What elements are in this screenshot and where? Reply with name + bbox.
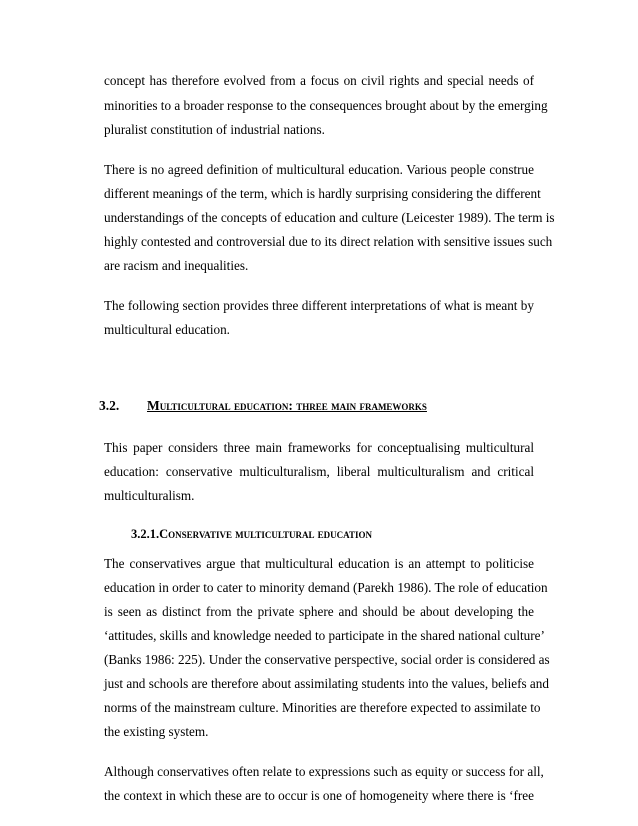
section-title: Multicultural education: three main frameworks xyxy=(147,398,427,413)
paragraph-line: Although conservatives often relate to expressions such as equity or success for all, xyxy=(104,764,544,779)
paragraph-line: multiculturalism. xyxy=(104,488,195,503)
paragraph-line: multicultural education. xyxy=(104,322,230,337)
subsection-title: Conservative multicultural education xyxy=(159,527,372,541)
section-number: 3.2. xyxy=(99,398,120,413)
paragraph-line: highly contested and controversial due to its direct relation with sensitive issues such xyxy=(104,234,553,249)
paragraph-line: different meanings of the term, which is hardly surprising considering the different xyxy=(104,186,541,201)
paragraph-line: are racism and inequalities. xyxy=(104,258,249,273)
paragraph-line: This paper considers three main frameworks for conceptualising multicultural xyxy=(104,440,534,455)
paragraph-line: the existing system. xyxy=(104,724,209,739)
paragraph-line: norms of the mainstream culture. Minorities are therefore expected to assimilate to xyxy=(104,700,541,715)
paragraph-line: education: conservative multiculturalism, liberal multiculturalism and critical xyxy=(104,464,534,479)
paragraph-line: The conservatives argue that multicultural education is an attempt to politicise xyxy=(104,556,534,571)
paragraph-line: There is no agreed definition of multicultural education. Various people construe xyxy=(104,162,534,177)
subsection-heading xyxy=(131,526,372,542)
paragraph-line: understandings of the concepts of education and culture (Leicester 1989). The term is xyxy=(104,210,555,225)
paragraph-line: education in order to cater to minority demand (Parekh 1986). The role of education xyxy=(104,580,548,595)
paragraph-line: The following section provides three different interpretations of what is meant by xyxy=(104,298,534,313)
subsection-number: 3.2.1. xyxy=(131,527,160,541)
paragraph-line: is seen as distinct from the private sphere and should be about developing the xyxy=(104,604,534,619)
paragraph-line: just and schools are therefore about assimilating students into the values, beliefs and xyxy=(104,676,549,691)
paragraph-line: the context in which these are to occur is one of homogeneity where there is ‘free xyxy=(104,788,534,803)
section-heading xyxy=(99,398,427,414)
paragraph-line: (Banks 1986: 225). Under the conservative perspective, social order is considered as xyxy=(104,652,550,667)
paragraph-line: minorities to a broader response to the consequences brought about by the emerging xyxy=(104,98,548,113)
paragraph-line: concept has therefore evolved from a focus on civil rights and special needs of xyxy=(104,73,534,88)
paragraph-line: ‘attitudes, skills and knowledge needed to participate in the shared national culture’ xyxy=(104,628,545,643)
paragraph-line: pluralist constitution of industrial nations. xyxy=(104,122,325,137)
